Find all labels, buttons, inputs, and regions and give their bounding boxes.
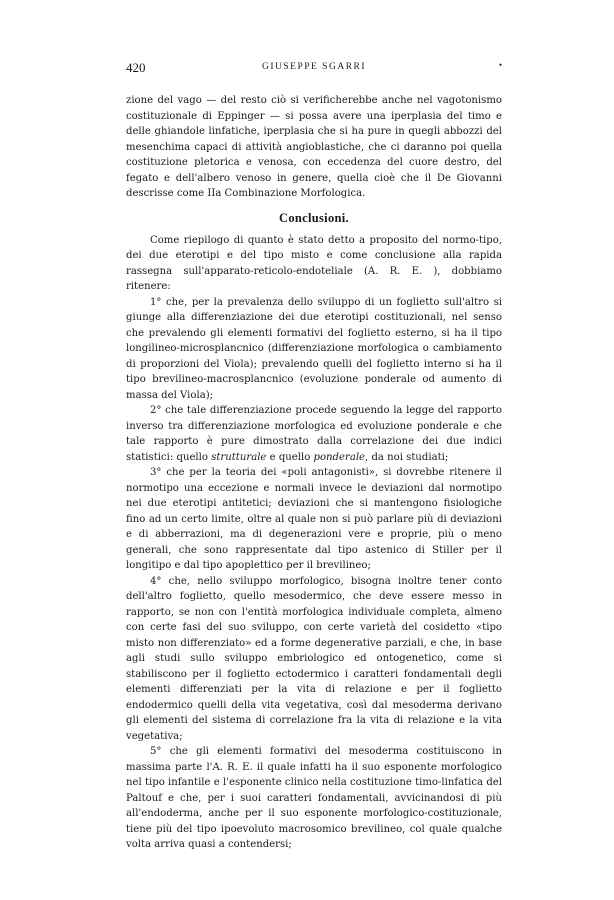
conclusion-point-2 (126, 403, 502, 465)
page-number: 420 (126, 60, 146, 75)
body-text (126, 93, 502, 853)
section-title: Conclusioni. (279, 210, 349, 225)
intro-paragraph: zione del vago — del resto ciò si verificherebbe anche nel vagotonismo costituzionale di Eppinger — si possa avere una iperplasia del timo e delle ghiandole linfatiche, iperplasia che si ha pure in quegli abbozzi del mesenchima capaci di attività angioblastiche, che ci daranno poi quella costituzione pletorica e venosa, con eccedenza del cuore destro, del fegato e dell'albero venoso in genere, quella cioè che il De Giovanni descrisse come IIa Combinazione Morfologica. (126, 95, 502, 199)
conclusion-point-4: 4° che, nello sviluppo morfologico, bisogna inoltre tener conto dell'altro foglietto, quello mesodermico, che deve essere messo in rapporto, se non con l'entità morfologica individuale completa, almeno con certe fasi del suo sviluppo, con certe varietà del cosidetto «tipo misto non differenziato» ed a forme degenerative parziali, e che, in base agli studi sullo sviluppo embriologico ed ontogenetico, come si stabiliscono per il foglietto ectodermico i caratteri fondamentali degli elementi differenziati per la vita di relazione e per il foglietto endodermico quelli della vita vegetativa, così dal mesoderma derivano gli elementi del sistema di correlazione fra la vita di relazione e la vita vegetativa; (126, 575, 502, 742)
emphasis-strutturale: strutturale (211, 451, 267, 463)
point-2-text-c: , da noi studiati; (365, 451, 449, 463)
point-2-text-a: 2° che tale differenziazione procede seguendo la legge del rapporto inverso tra differenziazione morfologica ed evoluzione ponderale e che tale rapporto è pure dimostrato dalla correlazione dei due indici statistici: quello (126, 405, 502, 463)
conclusion-point-5: 5° che gli elementi formativi del mesoderma costituiscono in massima parte l'A. R. E. il quale infatti ha il suo esponente morfologico nel tipo infantile e l'esponente clinico nella costituzione timo-linfatica del Paltouf e che, per i suoi caratteri fondamentali, avvicinandosi di più all'endoderma, anche per il suo esponente morfologico-costituzionale, tiene più del tipo ipoevoluto macrosomico brevilineo, col quale qualche volta arriva quasi a contendersi; (126, 746, 502, 850)
corner-mark: • (498, 60, 502, 70)
page-header (126, 60, 502, 76)
point-2-text-b: e quello (269, 451, 311, 463)
conclusion-point-3: 3° che per la teoria dei «poli antagonisti», si dovrebbe ritenere il normotipo una eccezione e normali invece le deviazioni dal normotipo nei due eterotipi antitetici; deviazioni che si mantengono fisiologiche fino ad un certo limite, oltre al quale non si può parlare più di deviazioni e di abberrazioni, ma di degenerazioni vere e proprie, più o meno generali, che sono rappresentate dal tipo astenico di Stiller per il longitipo e dal tipo apoplettico per il brevilineo; (126, 467, 502, 571)
conclusion-point-1: 1° che, per la prevalenza dello sviluppo di un foglietto sull'altro si giunge alla differenziazione dei due eterotipi costituzionali, nel senso che prevalendo gli elementi formativi del foglietto esterno, si ha il tipo longilineo-microsplancnico (differenziazione morfologica o cambiamento di proporzioni del Viola); prevalendo quelli del foglietto interno si ha il tipo brevilineo-macrosplancnico (evoluzione ponderale od aumento di massa del Viola); (126, 296, 502, 401)
conclusion-paragraph-intro: Come riepilogo di quanto è stato detto a proposito del normo-tipo, dei due eterotipi e del tipo misto e come conclusione alla rapida rassegna sull'apparato-reticolo-endoteliale (A. R. E. ), dobbiamo ritenere: (126, 234, 502, 292)
emphasis-ponderale: ponderale (313, 451, 366, 463)
running-head: GIUSEPPE SGARRI (261, 62, 367, 72)
